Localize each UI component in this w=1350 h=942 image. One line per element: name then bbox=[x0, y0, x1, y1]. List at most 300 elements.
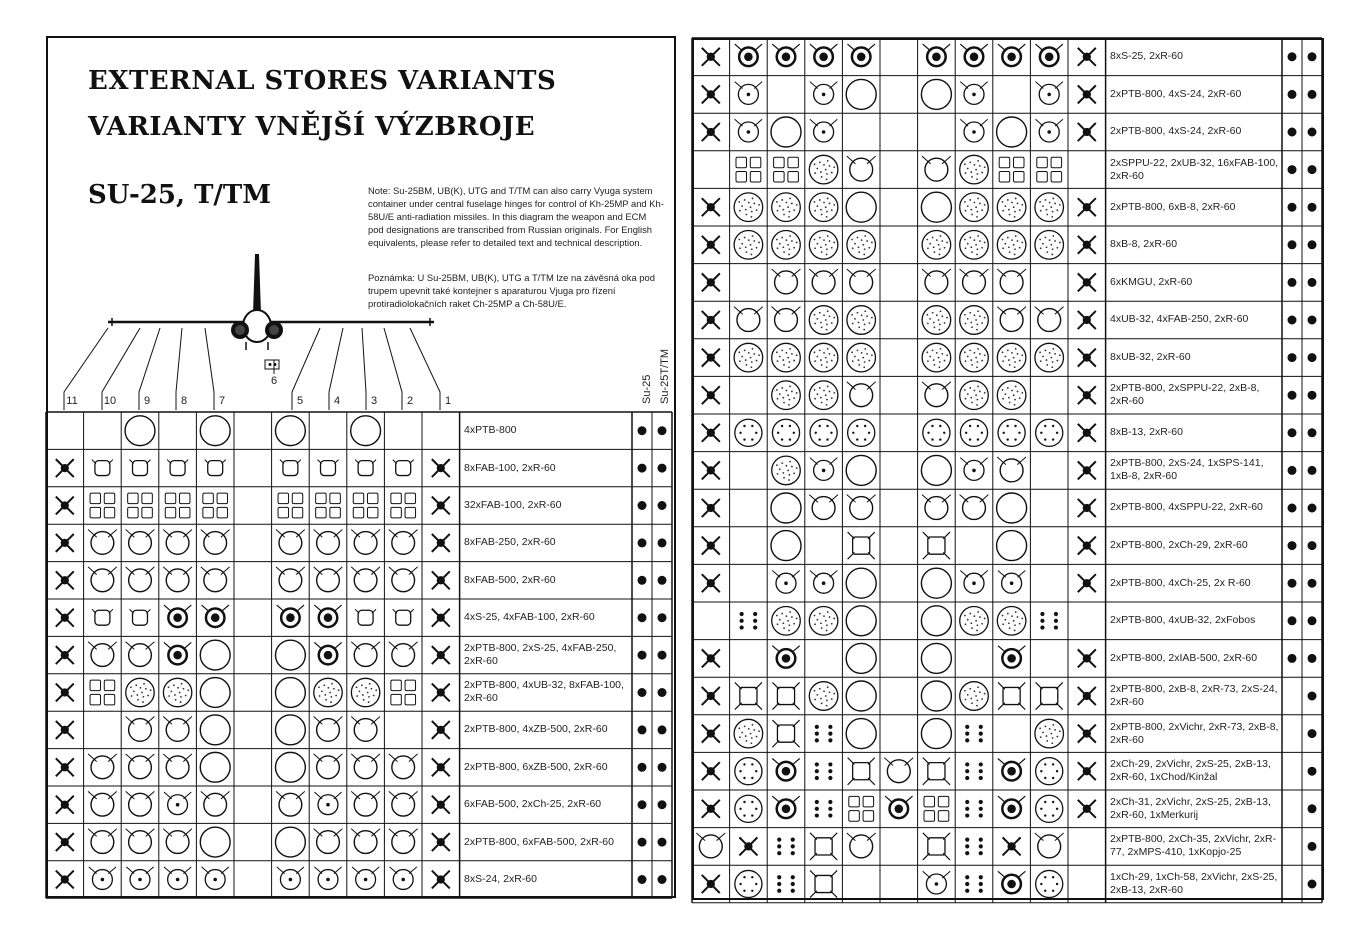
su25t-compatible-dot bbox=[1308, 579, 1317, 588]
su25t-compatible-dot bbox=[1308, 504, 1317, 513]
rocket-mount-icon bbox=[1078, 236, 1096, 254]
square-bomb-icon bbox=[393, 609, 414, 625]
svg-text:4: 4 bbox=[333, 395, 341, 407]
right-row bbox=[692, 677, 1322, 715]
su25-compatible-dot bbox=[1288, 240, 1297, 249]
four-square-icon bbox=[924, 796, 949, 821]
circle-bomb-icon bbox=[201, 530, 230, 555]
large-tank-icon bbox=[997, 493, 1027, 523]
circle-bomb-icon bbox=[314, 754, 343, 779]
svg-text:10: 10 bbox=[103, 395, 117, 407]
circle-bomb-icon bbox=[1035, 833, 1064, 858]
black-missile-icon bbox=[735, 44, 762, 66]
square-bomb-icon bbox=[205, 460, 226, 476]
rocket-mount-icon bbox=[56, 758, 74, 776]
pylon-2-label bbox=[384, 328, 413, 410]
right-variant-label: 8xB-13, 2xR-60 bbox=[1110, 426, 1183, 439]
large-tank-icon bbox=[846, 192, 876, 222]
circle-bomb-icon bbox=[163, 829, 192, 854]
right-variant-label: 2xPTB-800, 4xS-24, 2xR-60 bbox=[1110, 125, 1242, 138]
right-variant-label: 2xPTB-800, 4xUB-32, 2xFobos bbox=[1110, 614, 1256, 627]
right-row bbox=[692, 301, 1322, 339]
left-variant-label: 6xFAB-500, 2xCh-25, 2xR-60 bbox=[464, 798, 602, 811]
pylon-5-label bbox=[292, 328, 320, 410]
black-missile-icon bbox=[810, 44, 837, 66]
black-dot-cluster-icon bbox=[965, 875, 983, 893]
left-row bbox=[46, 449, 672, 486]
cluster-icon bbox=[735, 419, 762, 446]
su25-compatible-dot bbox=[1288, 353, 1297, 362]
svg-text:5: 5 bbox=[296, 395, 304, 407]
pylon-1-label bbox=[410, 328, 451, 410]
dotted-pod-icon bbox=[772, 193, 801, 222]
target-ring-icon bbox=[735, 119, 762, 142]
svg-text:9: 9 bbox=[143, 395, 151, 407]
circle-bomb-icon bbox=[1035, 307, 1064, 332]
target-ring-icon bbox=[810, 458, 837, 481]
su25t-compatible-dot bbox=[1308, 90, 1317, 99]
rocket-mount-icon bbox=[1078, 85, 1096, 103]
su25-compatible-dot bbox=[1288, 654, 1297, 663]
circle-bomb-icon bbox=[809, 269, 838, 294]
circle-bomb-icon bbox=[960, 269, 989, 294]
su25-compatible-dot bbox=[638, 725, 647, 734]
su25t-compatible-dot bbox=[658, 875, 667, 884]
circle-bomb-icon bbox=[126, 717, 155, 742]
su25t-compatible-dot bbox=[1308, 391, 1317, 400]
left-row bbox=[46, 749, 672, 786]
right-row bbox=[692, 339, 1322, 377]
rocket-mount-icon bbox=[702, 725, 720, 743]
su25t-compatible-dot bbox=[1308, 52, 1317, 61]
su25t-compatible-dot bbox=[1308, 278, 1317, 287]
rocket-mount-icon bbox=[56, 833, 74, 851]
circle-bomb-icon bbox=[88, 829, 117, 854]
large-tank-icon bbox=[997, 531, 1027, 561]
dotted-pod-icon bbox=[734, 231, 763, 260]
circle-bomb-icon bbox=[351, 754, 380, 779]
target-ring-icon bbox=[202, 867, 229, 890]
left-variant-label: 8xFAB-500, 2xR-60 bbox=[464, 573, 556, 586]
circle-bomb-icon bbox=[997, 269, 1026, 294]
circle-bomb-icon bbox=[201, 567, 230, 592]
circle-bomb-icon bbox=[314, 530, 343, 555]
rocket-mount-icon bbox=[702, 386, 720, 404]
large-tank-icon bbox=[846, 681, 876, 711]
square-bomb-icon bbox=[167, 460, 188, 476]
circle-bomb-icon bbox=[126, 791, 155, 816]
dotted-pod-icon bbox=[997, 343, 1026, 372]
dotted-pod-icon bbox=[772, 343, 801, 372]
left-variant-label: 8xS-24, 2xR-60 bbox=[464, 872, 537, 885]
black-missile-icon bbox=[164, 605, 191, 627]
rocket-mount-icon bbox=[702, 574, 720, 592]
su25t-compatible-dot bbox=[1308, 842, 1317, 851]
rocket-mount-icon bbox=[702, 48, 720, 66]
svg-text:1: 1 bbox=[444, 395, 452, 407]
large-tank-icon bbox=[275, 416, 305, 446]
right-row bbox=[692, 489, 1322, 527]
su25-compatible-dot bbox=[1288, 466, 1297, 475]
left-row bbox=[46, 412, 672, 449]
rocket-mount-icon bbox=[702, 649, 720, 667]
rocket-mount-icon bbox=[432, 459, 450, 477]
circle-bomb-icon bbox=[351, 791, 380, 816]
right-variant-label: 2xPTB-800, 2xB-8, 2xR-73, 2xS-24, 2xR-60 bbox=[1110, 682, 1278, 708]
title-czech: VARIANTY VNĚJŠÍ VÝZBROJE bbox=[88, 112, 536, 142]
large-tank-icon bbox=[997, 117, 1027, 147]
su25t-compatible-dot bbox=[658, 426, 667, 435]
rocket-mount-icon bbox=[702, 424, 720, 442]
su25-compatible-dot bbox=[638, 800, 647, 809]
dotted-pod-icon bbox=[922, 231, 951, 260]
dotted-pod-icon bbox=[809, 193, 838, 222]
large-tank-icon bbox=[846, 606, 876, 636]
square-bomb-icon bbox=[355, 609, 376, 625]
right-variant-label: 2xPTB-800, 2xCh-35, 2xVichr, 2xR-77, 2xMPS-410, 1xKopjo-25 bbox=[1110, 833, 1277, 859]
large-tank-icon bbox=[200, 752, 230, 782]
cluster-icon bbox=[735, 795, 762, 822]
note-english: Note: Su-25BM, UB(K), UTG and T/TM can also carry Vyuga system container under central fuselage hinges for control of Kh-25MP and Kh-58U/E anti-radiation missiles. In this diagram the weapon and ECM pod designations are transcribed from Russian originals. For English equivalents, please refer to detailed text and technical description. bbox=[368, 185, 664, 248]
target-ring-icon bbox=[1035, 119, 1062, 142]
circle-bomb-icon bbox=[696, 833, 725, 858]
black-missile-icon bbox=[998, 871, 1025, 893]
dotted-pod-icon bbox=[809, 607, 838, 636]
circle-bomb-icon bbox=[847, 495, 876, 520]
circle-bomb-icon bbox=[201, 791, 230, 816]
su25-compatible-dot bbox=[1288, 391, 1297, 400]
right-row bbox=[692, 188, 1322, 226]
circle-bomb-icon bbox=[997, 307, 1026, 332]
target-ring-icon bbox=[960, 458, 987, 481]
dotted-pod-icon bbox=[847, 231, 876, 260]
right-variant-label: 2xSPPU-22, 2xUB-32, 16xFAB-100, 2xR-60 bbox=[1110, 156, 1279, 182]
right-row bbox=[692, 376, 1322, 414]
target-ring-icon bbox=[960, 570, 987, 593]
four-square-icon bbox=[391, 680, 416, 705]
rocket-mount-icon bbox=[432, 871, 450, 889]
title-english: EXTERNAL STORES VARIANTS bbox=[88, 66, 557, 96]
right-row bbox=[692, 564, 1322, 602]
compat-column-head-1: Su-25 bbox=[641, 374, 653, 404]
su25t-compatible-dot bbox=[1308, 692, 1317, 701]
circle-bomb-icon bbox=[351, 717, 380, 742]
cluster-icon bbox=[810, 419, 837, 446]
circle-bomb-icon bbox=[389, 791, 418, 816]
black-dot-cluster-icon bbox=[777, 875, 795, 893]
left-row bbox=[46, 562, 672, 599]
right-variant-label: 4xUB-32, 4xFAB-250, 2xR-60 bbox=[1110, 313, 1249, 326]
circle-bomb-icon bbox=[314, 829, 343, 854]
rocket-mount-icon bbox=[432, 833, 450, 851]
large-tank-icon bbox=[921, 719, 951, 749]
su25t-compatible-dot bbox=[658, 501, 667, 510]
black-missile-icon bbox=[772, 758, 799, 780]
dotted-pod-icon bbox=[772, 231, 801, 260]
su25t-compatible-dot bbox=[1308, 767, 1317, 776]
circle-bomb-icon bbox=[847, 382, 876, 407]
circle-bomb-icon bbox=[734, 307, 763, 332]
dotted-pod-icon bbox=[997, 193, 1026, 222]
large-tank-icon bbox=[200, 715, 230, 745]
pylon-3-label bbox=[362, 328, 377, 410]
rocket-mount-icon bbox=[56, 497, 74, 515]
rocket-mount-icon bbox=[1078, 424, 1096, 442]
dotted-pod-icon bbox=[960, 193, 989, 222]
rocket-mount-icon bbox=[702, 349, 720, 367]
cross-missile-icon bbox=[848, 758, 875, 785]
left-variant-label: 4xS-25, 4xFAB-100, 2xR-60 bbox=[464, 611, 595, 624]
rocket-mount-icon bbox=[432, 609, 450, 627]
square-bomb-icon bbox=[92, 609, 113, 625]
circle-bomb-icon bbox=[389, 530, 418, 555]
rocket-mount-icon bbox=[1078, 311, 1096, 329]
su25t-compatible-dot bbox=[658, 538, 667, 547]
four-square-icon bbox=[316, 493, 341, 518]
dotted-pod-icon bbox=[960, 231, 989, 260]
su25-compatible-dot bbox=[1288, 316, 1297, 325]
dotted-pod-icon bbox=[351, 678, 379, 706]
cross-missile-icon bbox=[810, 833, 837, 860]
four-square-icon bbox=[774, 157, 799, 182]
large-tank-icon bbox=[921, 455, 951, 485]
dotted-pod-icon bbox=[772, 381, 801, 410]
rocket-mount-icon bbox=[702, 85, 720, 103]
circle-bomb-icon bbox=[163, 567, 192, 592]
cluster-icon bbox=[848, 419, 875, 446]
black-dot-cluster-icon bbox=[815, 800, 833, 818]
rocket-mount-icon bbox=[1078, 48, 1096, 66]
rocket-mount-icon bbox=[432, 758, 450, 776]
black-missile-icon bbox=[314, 642, 341, 664]
su25t-compatible-dot bbox=[658, 800, 667, 809]
large-tank-icon bbox=[275, 678, 305, 708]
su25t-compatible-dot bbox=[658, 688, 667, 697]
rocket-mount-icon bbox=[56, 871, 74, 889]
left-row bbox=[46, 711, 672, 748]
rocket-mount-icon bbox=[1078, 762, 1096, 780]
su25-compatible-dot bbox=[638, 426, 647, 435]
circle-bomb-icon bbox=[276, 791, 305, 816]
rocket-mount-icon bbox=[1078, 499, 1096, 517]
large-tank-icon bbox=[921, 681, 951, 711]
target-ring-icon bbox=[810, 570, 837, 593]
dotted-pod-icon bbox=[809, 343, 838, 372]
right-row bbox=[692, 865, 1322, 903]
right-variant-label: 8xS-25, 2xR-60 bbox=[1110, 50, 1183, 63]
su25-compatible-dot bbox=[638, 838, 647, 847]
cluster-icon bbox=[998, 419, 1025, 446]
dotted-pod-icon bbox=[1035, 343, 1064, 372]
cross-missile-icon bbox=[735, 682, 762, 709]
four-square-icon bbox=[353, 493, 378, 518]
cross-missile-icon bbox=[998, 682, 1025, 709]
black-dot-cluster-icon bbox=[1040, 612, 1058, 630]
su25t-compatible-dot bbox=[1308, 880, 1317, 889]
dotted-pod-icon bbox=[960, 607, 989, 636]
large-tank-icon bbox=[771, 117, 801, 147]
su25-compatible-dot bbox=[1288, 165, 1297, 174]
left-row bbox=[46, 599, 672, 636]
large-tank-icon bbox=[275, 827, 305, 857]
rocket-mount-icon bbox=[702, 236, 720, 254]
black-missile-icon bbox=[923, 44, 950, 66]
circle-bomb-icon bbox=[922, 156, 951, 181]
cross-missile-icon bbox=[923, 833, 950, 860]
right-variant-label: 2xPTB-800, 2xSPPU-22, 2xB-8, 2xR-60 bbox=[1110, 382, 1260, 408]
cluster-icon bbox=[772, 419, 799, 446]
aircraft-model: SU-25, T/TM bbox=[88, 180, 272, 210]
four-square-icon bbox=[1037, 157, 1062, 182]
dotted-pod-icon bbox=[960, 155, 989, 184]
su25t-compatible-dot bbox=[1308, 353, 1317, 362]
target-ring-icon bbox=[126, 867, 153, 890]
svg-text:11: 11 bbox=[66, 395, 78, 407]
left-variant-label: 2xPTB-800, 4xZB-500, 2xR-60 bbox=[464, 723, 608, 736]
large-tank-icon bbox=[921, 79, 951, 109]
large-tank-icon bbox=[846, 455, 876, 485]
right-variant-label: 2xPTB-800, 4xSPPU-22, 2xR-60 bbox=[1110, 501, 1263, 514]
left-row bbox=[46, 487, 672, 524]
rocket-mount-icon bbox=[432, 571, 450, 589]
cross-missile-icon bbox=[810, 870, 837, 897]
square-bomb-icon bbox=[280, 460, 301, 476]
right-variant-label: 8xUB-32, 2xR-60 bbox=[1110, 351, 1191, 364]
rocket-mount-icon bbox=[1078, 386, 1096, 404]
large-tank-icon bbox=[921, 568, 951, 598]
four-square-icon bbox=[278, 493, 303, 518]
su25-compatible-dot bbox=[638, 763, 647, 772]
rocket-mount-icon bbox=[702, 537, 720, 555]
pylon-8-label bbox=[176, 328, 187, 410]
dotted-pod-icon bbox=[772, 607, 801, 636]
cluster-icon bbox=[1036, 795, 1063, 822]
circle-bomb-icon bbox=[847, 833, 876, 858]
su25t-compatible-dot bbox=[658, 464, 667, 473]
circle-bomb-icon bbox=[922, 269, 951, 294]
rocket-mount-icon bbox=[1078, 649, 1096, 667]
su25-compatible-dot bbox=[638, 464, 647, 473]
circle-bomb-icon bbox=[922, 382, 951, 407]
svg-text:2: 2 bbox=[406, 395, 414, 407]
rocket-mount-icon bbox=[432, 646, 450, 664]
dotted-pod-icon bbox=[922, 343, 951, 372]
dotted-pod-icon bbox=[960, 381, 989, 410]
rocket-mount-icon bbox=[702, 762, 720, 780]
cluster-icon bbox=[1036, 870, 1063, 897]
dotted-pod-icon bbox=[922, 306, 951, 335]
su25-compatible-dot bbox=[638, 613, 647, 622]
circle-bomb-icon bbox=[351, 642, 380, 667]
circle-bomb-icon bbox=[351, 829, 380, 854]
dotted-pod-icon bbox=[847, 306, 876, 335]
black-dot-cluster-icon bbox=[740, 612, 758, 630]
large-tank-icon bbox=[921, 643, 951, 673]
left-variant-label: 2xPTB-800, 6xZB-500, 2xR-60 bbox=[464, 760, 608, 773]
su25t-compatible-dot bbox=[1308, 616, 1317, 625]
target-ring-icon bbox=[164, 792, 191, 815]
rocket-mount-icon bbox=[1078, 198, 1096, 216]
cross-missile-icon bbox=[772, 720, 799, 747]
dotted-pod-icon bbox=[960, 306, 989, 335]
cluster-icon bbox=[1036, 419, 1063, 446]
large-tank-icon bbox=[771, 531, 801, 561]
cluster-icon bbox=[735, 870, 762, 897]
black-missile-icon bbox=[998, 646, 1025, 668]
large-tank-icon bbox=[846, 568, 876, 598]
compat-column-head-2: Su-25T/TM bbox=[659, 348, 671, 404]
right-row bbox=[692, 226, 1322, 264]
cross-missile-icon bbox=[772, 682, 799, 709]
large-tank-icon bbox=[200, 640, 230, 670]
circle-bomb-icon bbox=[276, 567, 305, 592]
large-tank-icon bbox=[351, 416, 381, 446]
black-missile-icon bbox=[277, 605, 304, 627]
rocket-mount-icon bbox=[702, 800, 720, 818]
right-variant-label: 2xPTB-800, 4xS-24, 2xR-60 bbox=[1110, 87, 1242, 100]
right-row bbox=[692, 527, 1322, 565]
cluster-icon bbox=[960, 419, 987, 446]
circle-bomb-icon bbox=[997, 457, 1026, 482]
circle-bomb-icon bbox=[163, 530, 192, 555]
left-row bbox=[46, 786, 672, 823]
cluster-icon bbox=[1036, 758, 1063, 785]
circle-bomb-icon bbox=[163, 717, 192, 742]
target-ring-icon bbox=[390, 867, 417, 890]
su25t-compatible-dot bbox=[1308, 541, 1317, 550]
square-bomb-icon bbox=[130, 460, 151, 476]
four-square-icon bbox=[90, 493, 115, 518]
target-ring-icon bbox=[960, 119, 987, 142]
black-missile-icon bbox=[202, 605, 229, 627]
left-row bbox=[46, 674, 672, 711]
square-bomb-icon bbox=[92, 460, 113, 476]
target-ring-icon bbox=[314, 792, 341, 815]
circle-bomb-icon bbox=[772, 269, 801, 294]
circle-bomb-icon bbox=[772, 307, 801, 332]
rocket-mount-icon bbox=[56, 459, 74, 477]
rocket-mount-icon bbox=[432, 684, 450, 702]
large-tank-icon bbox=[125, 416, 155, 446]
rocket-mount-icon bbox=[702, 687, 720, 705]
right-row bbox=[692, 715, 1322, 753]
pylon-10-label bbox=[102, 328, 140, 410]
left-variant-label: 8xFAB-100, 2xR-60 bbox=[464, 461, 556, 474]
pylon-9-label bbox=[139, 328, 160, 410]
rocket-mount-icon bbox=[702, 198, 720, 216]
large-tank-icon bbox=[846, 643, 876, 673]
rocket-mount-icon bbox=[1078, 687, 1096, 705]
left-row bbox=[46, 861, 672, 898]
dotted-pod-icon bbox=[997, 607, 1026, 636]
su25t-compatible-dot bbox=[658, 613, 667, 622]
rocket-mount-icon bbox=[1078, 461, 1096, 479]
su25-compatible-dot bbox=[1288, 278, 1297, 287]
circle-bomb-icon bbox=[126, 530, 155, 555]
su25t-compatible-dot bbox=[1308, 316, 1317, 325]
left-row bbox=[46, 524, 672, 561]
su25t-compatible-dot bbox=[1308, 729, 1317, 738]
cross-missile-icon bbox=[923, 532, 950, 559]
dotted-pod-icon bbox=[809, 155, 838, 184]
black-missile-icon bbox=[885, 796, 912, 818]
dotted-pod-icon bbox=[847, 343, 876, 372]
svg-text:3: 3 bbox=[370, 395, 378, 407]
large-tank-icon bbox=[275, 752, 305, 782]
left-variant-label: 2xPTB-800, 6xFAB-500, 2xR-60 bbox=[464, 835, 614, 848]
svg-text:8: 8 bbox=[180, 395, 188, 407]
square-bomb-icon bbox=[318, 460, 339, 476]
